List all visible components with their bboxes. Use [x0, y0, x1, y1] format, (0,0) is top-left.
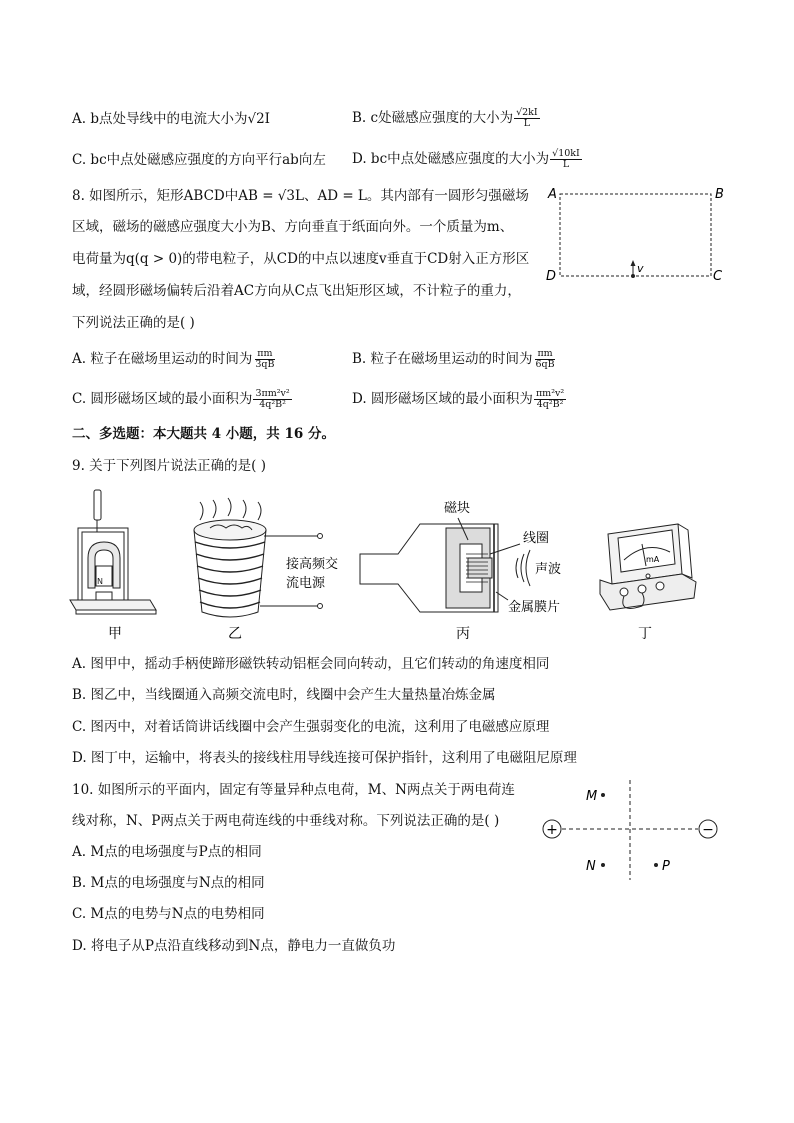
label-p: P — [662, 859, 670, 874]
point-p — [654, 863, 658, 867]
label-coil: 线圈 — [523, 531, 550, 546]
q10-stem-line2: 线对称，N、P两点关于两电荷连线的中垂线对称。下列说法正确的是( ) — [72, 813, 500, 829]
section-heading-multiple-choice: 二、多选题：本大题共 4 小题，共 16 分。 — [72, 426, 335, 442]
q9-option-c: C. 图丙中，对着话筒讲话线圈中会产生强弱变化的电流，这利用了电磁感应原理 — [72, 719, 550, 735]
q8-option-d-fraction: $\frac{\text{πm²v²}}{\text{4q²B²}}$ — [535, 388, 565, 410]
svg-text:N: N — [97, 577, 103, 586]
positive-charge-sign: + — [546, 822, 558, 838]
q10-option-b: B. M点的电场强度与N点的相同 — [72, 875, 265, 891]
q8-option-d: D. 圆形磁场区域的最小面积为 $\frac{\text{πm²v²}}{\text{4q²B²}}$ — [352, 388, 565, 410]
q7-option-c: C. bc中点处磁感应强度的方向平行ab向左 — [72, 152, 326, 168]
label-ding: 丁 — [638, 626, 652, 642]
label-b: B — [715, 187, 724, 202]
label-c: C — [713, 269, 723, 284]
label-power-line1: 接高频交 — [286, 557, 339, 572]
label-bing: 丙 — [456, 626, 470, 642]
rectangle-abcd — [560, 194, 711, 276]
q10-option-a: A. M点的电场强度与P点的相同 — [72, 844, 262, 860]
label-meter-unit: mA — [646, 555, 660, 564]
label-power-line2: 流电源 — [286, 576, 326, 591]
q8-option-a-fraction: $\frac{\pi m}{3qB}$ — [255, 348, 275, 370]
q10-option-c: C. M点的电势与N点的电势相同 — [72, 906, 265, 922]
q8-stem-line1: 8. 如图所示，矩形ABCD中AB = √3L、AD = L。其内部有一圆形匀强磁场 — [72, 188, 529, 204]
q8-stem-line3: 电荷量为q(q > 0)的带电粒子，从CD的中点以速度v垂直于CD射入正方形区 — [72, 251, 530, 267]
label-d: D — [546, 269, 557, 284]
q9-option-d: D. 图丁中，运输中，将表头的接线柱用导线连接可保护指针，这利用了电磁阻尼原理 — [72, 750, 577, 766]
label-n: N — [586, 859, 596, 874]
q8-rectangle-diagram — [540, 182, 730, 286]
label-m: M — [586, 789, 598, 804]
q7-option-d-fraction: $\frac{√10kI}{L}$ — [552, 148, 580, 170]
q8-stem-line2: 区域，磁场的磁感应强度大小为B、方向垂直于纸面向外。一个质量为m、 — [72, 219, 514, 235]
q9-stem: 9. 关于下列图片说法正确的是( ) — [72, 458, 266, 474]
q10-charges-diagram — [538, 776, 728, 884]
entry-point — [631, 274, 635, 278]
label-a: A — [548, 187, 557, 202]
point-n — [601, 863, 605, 867]
q8-option-b: B. 粒子在磁场里运动的时间为 $\frac{\pi m}{6qB}$ — [352, 348, 555, 370]
q9-option-a: A. 图甲中，摇动手柄使蹄形磁铁转动铝框会同向转动，且它们转动的角速度相同 — [72, 656, 550, 672]
q10-option-d: D. 将电子从P点沿直线移动到N点，静电力一直做负功 — [72, 938, 396, 954]
label-magnet: 磁块 — [444, 501, 471, 516]
q7-option-b: B. c处磁感应强度的大小为 $\frac{√2kI}{L}$ — [352, 107, 538, 129]
q7-option-b-fraction: $\frac{√2kI}{L}$ — [516, 107, 538, 129]
negative-charge-sign: − — [702, 822, 714, 838]
q8-stem-line5: 下列说法正确的是( ) — [72, 315, 195, 331]
label-v: v — [637, 262, 644, 275]
figure-jia-magnet-frame — [70, 490, 156, 614]
q9-figures — [68, 488, 708, 648]
q7-option-a: A. b点处导线中的电流大小为√2I — [72, 111, 270, 127]
label-sound: 声波 — [535, 562, 562, 577]
velocity-arrowhead — [631, 260, 636, 266]
point-m — [601, 793, 605, 797]
label-yi: 乙 — [228, 626, 242, 642]
q8-option-c-fraction: $\frac{\text{3πm²v²}}{\text{4q²B²}}$ — [255, 388, 290, 410]
figure-ding-milliammeter — [600, 524, 696, 610]
figure-bing-microphone — [360, 518, 530, 612]
q8-stem-line4: 域，经圆形磁场偏转后沿着AC方向从C点飞出矩形区域，不计粒子的重力， — [72, 283, 521, 299]
q7-option-d: D. bc中点处磁感应强度的大小为 $\frac{√10kI}{L}$ — [352, 148, 580, 170]
q10-stem-line1: 10. 如图所示的平面内，固定有等量异种点电荷，M、N两点关于两电荷连 — [72, 782, 515, 798]
label-membrane: 金属膜片 — [508, 600, 561, 615]
q8-option-b-fraction: $\frac{\pi m}{6qB}$ — [535, 348, 555, 370]
q8-option-a: A. 粒子在磁场里运动的时间为 $\frac{\pi m}{3qB}$ — [72, 348, 275, 370]
label-jia: 甲 — [108, 626, 122, 642]
q8-option-c: C. 圆形磁场区域的最小面积为 $\frac{\text{3πm²v²}}{\text{4q²B²}}$ — [72, 388, 290, 410]
q9-option-b: B. 图乙中，当线圈通入高频交流电时，线圈中会产生大量热量冶炼金属 — [72, 687, 496, 703]
